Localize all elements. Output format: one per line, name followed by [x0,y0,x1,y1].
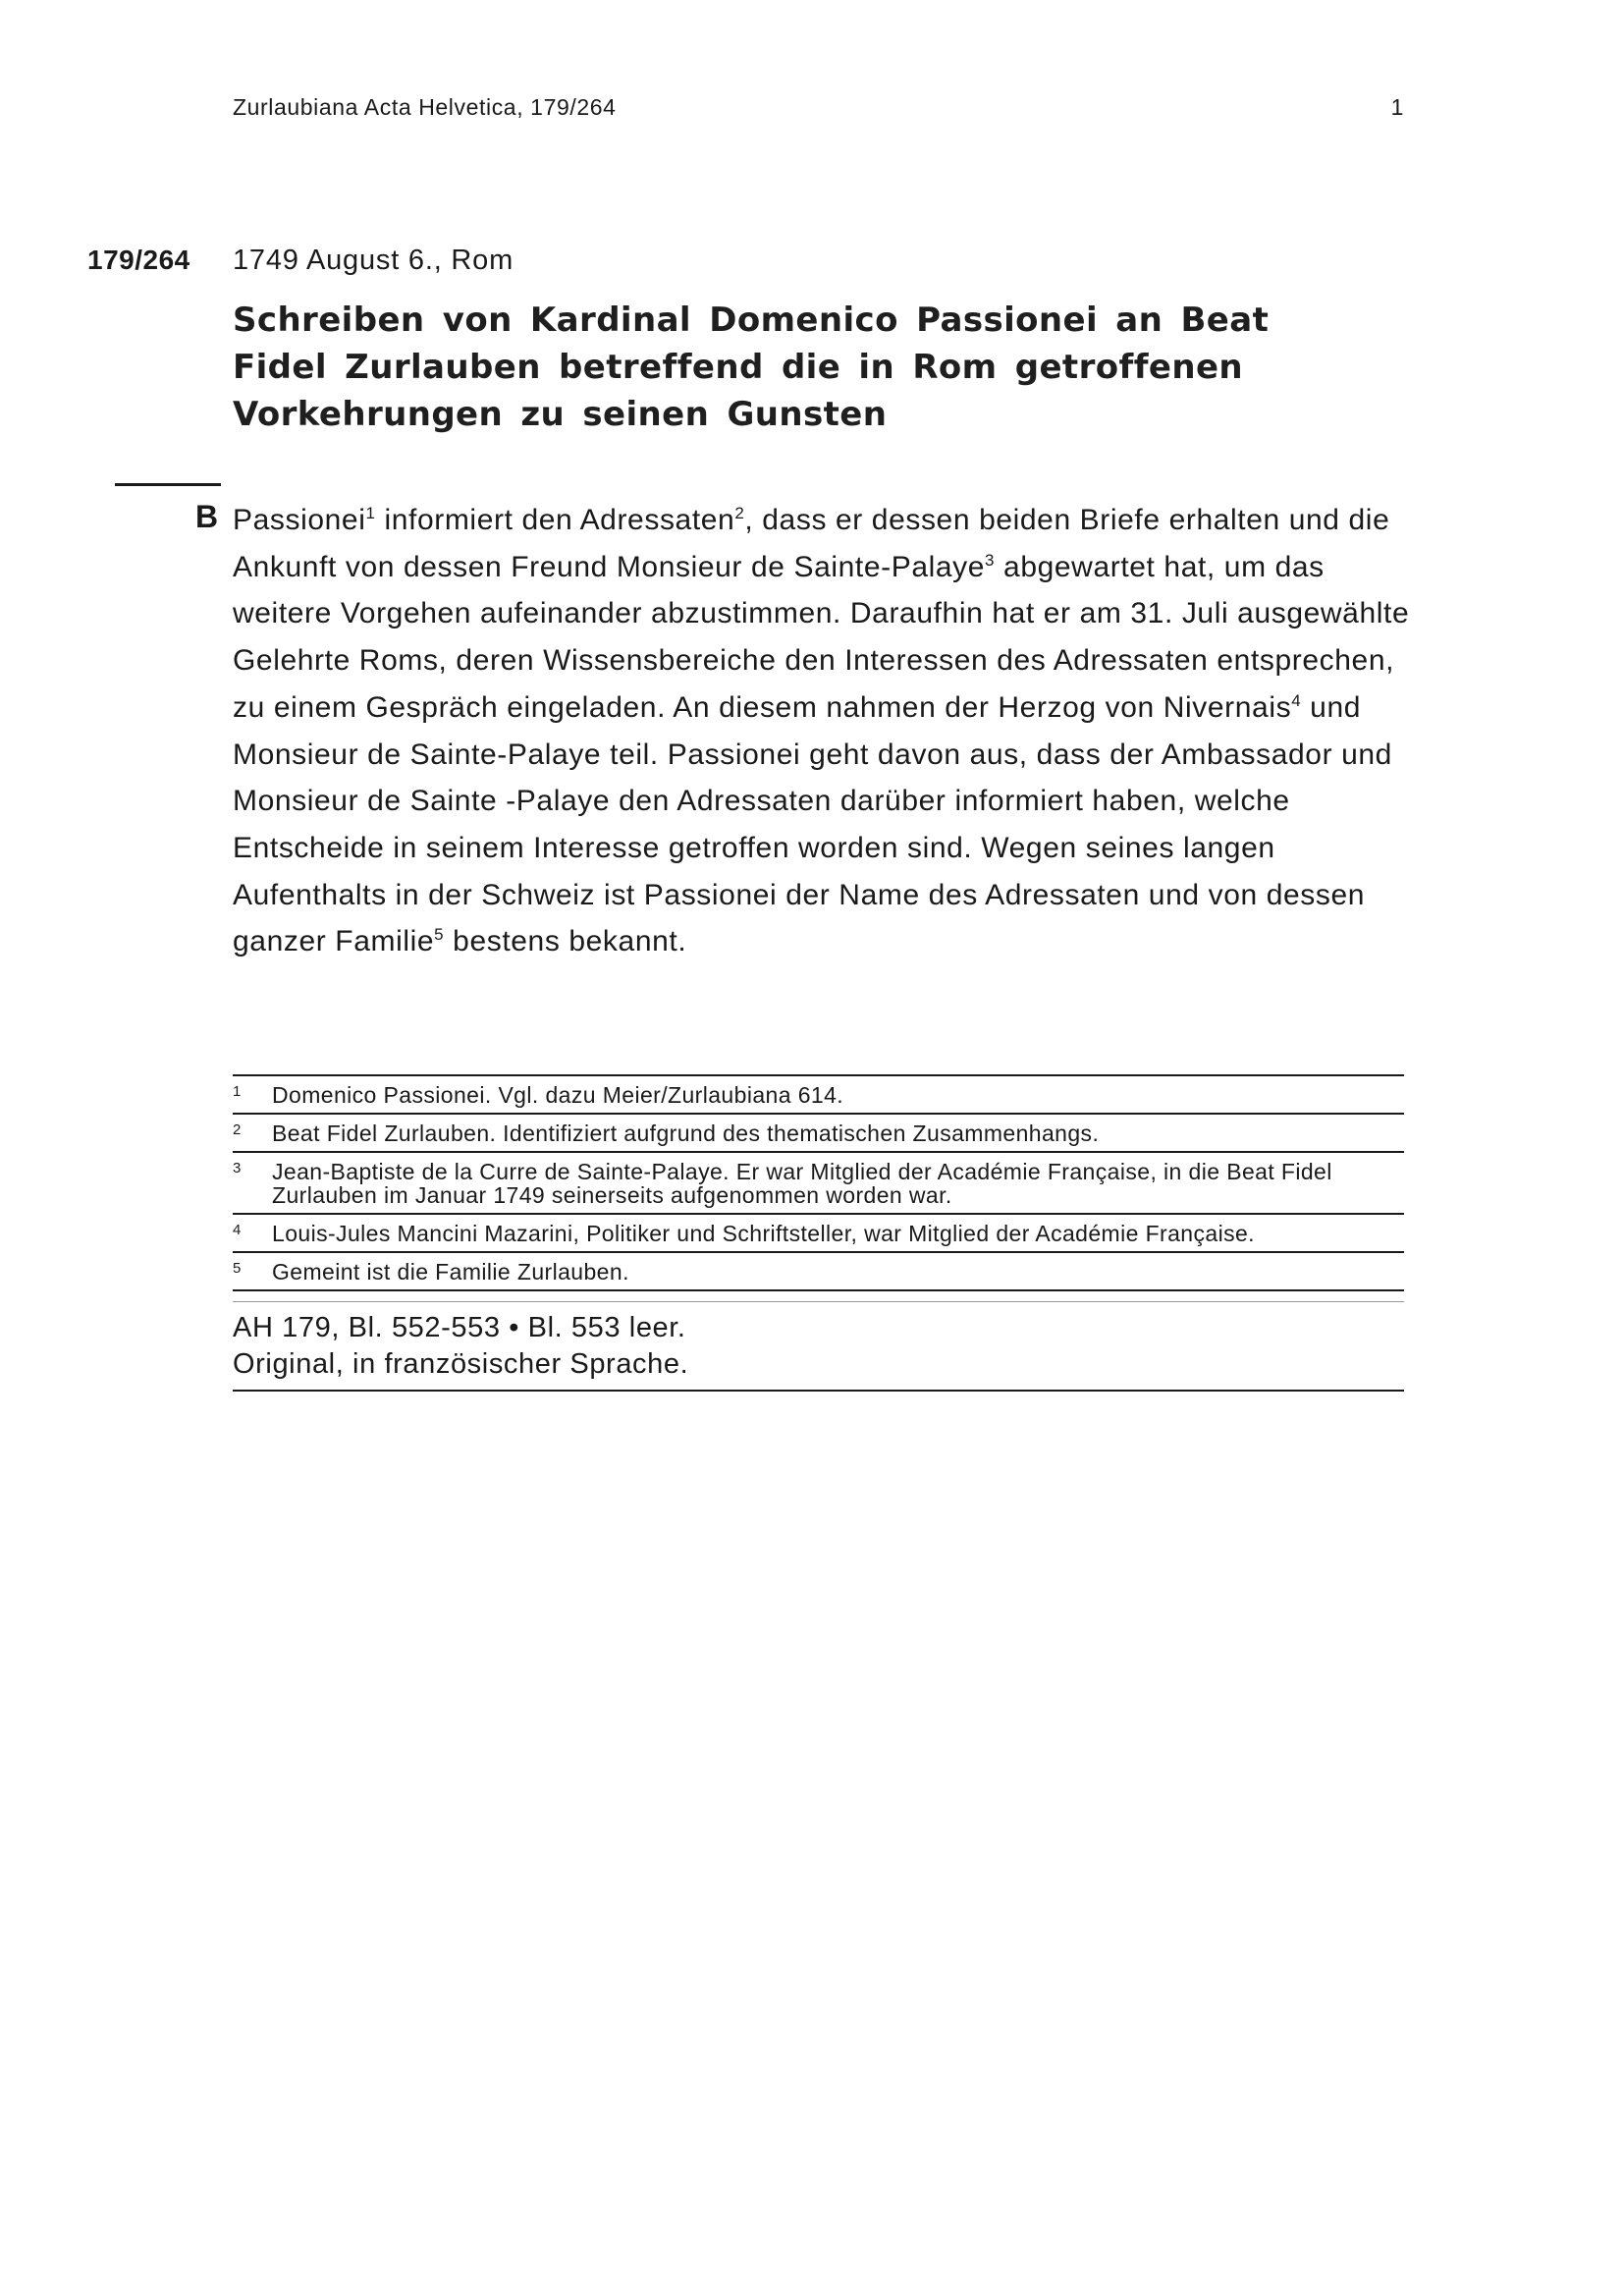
body-text-segment: , dass er dessen beiden Briefe erhalten und die Ankunft von dessen Freund Monsieur de Sainte-Palaye [233,504,1390,583]
document-number: 179/264 [87,245,190,275]
footnote-text: Louis-Jules Mancini Mazarini, Politiker und Schriftsteller, war Mitglied der Académie Française. [272,1221,1255,1246]
body-text-segment: bestens bekannt. [444,925,687,958]
footnote-text: Jean-Baptiste de la Curre de Sainte-Palaye. Er war Mitglied der Académie Française, in die Beat Fidel Zurlauben im Januar 1749 seinerseits aufgenommen worden war. [272,1159,1332,1208]
footnotes [233,1074,1404,1392]
footnote-mark: 1 [233,1083,242,1100]
footnote [233,1215,1404,1253]
footnote-mark: 4 [233,1222,242,1238]
footnote-reference[interactable]: 3 [985,550,996,570]
running-title: Zurlaubiana Acta Helvetica, 179/264 [233,94,617,120]
footnote-reference[interactable]: 5 [434,925,445,945]
body-text-segment: informiert den Adressaten [375,504,735,536]
footnote [233,1115,1404,1153]
footnote-text: Gemeint ist die Familie Zurlauben. [272,1259,629,1285]
footnote-mark: 2 [233,1121,242,1138]
footnote-reference[interactable]: 2 [734,504,745,522]
body-text-segment: abgewartet hat, um das weitere Vorgehen aufeinander abzustimmen. Daraufhin hat er am 31. Juli ausgewählte Gelehrte Roms, deren Wissensbereiche den Interessen des Adressaten entsprechen, zu einem Gespräch eingeladen. An diesem nahmen der Herzog von Nivernais [233,550,1410,724]
footnote [233,1253,1404,1291]
footnote-mark: 3 [233,1160,242,1176]
summary-paragraph [233,497,1411,965]
body-text-segment: Passionei [233,504,366,536]
footnote [233,1076,1404,1115]
section-marker: B [195,499,219,534]
footnote [233,1153,1404,1215]
body-text-segment: und Monsieur de Sainte-Palaye teil. Passionei geht davon aus, dass der Ambassador und Monsieur de Sainte -Palaye den Adressaten darüber informiert haben, welche Entscheide in seinem Interesse getroffen worden sind. Wegen seines langen Aufenthalts in der Schweiz ist Passionei der Name des Adressaten und von dessen ganzer Familie [233,690,1392,958]
source-note [233,1301,1404,1392]
page-number: 1 [1390,94,1404,120]
footnote-text: Domenico Passionei. Vgl. dazu Meier/Zurlaubiana 614. [272,1082,844,1108]
document-title: Schreiben von Kardinal Domenico Passionei an Beat Fidel Zurlauben betreffend die in Rom getroffenen Vorkehrungen zu seinen Gunsten [233,301,1270,434]
footnote-reference[interactable]: 4 [1291,690,1302,710]
document-date-place: 1749 August 6., Rom [233,245,514,276]
running-header [233,94,1404,126]
section-rule [115,483,221,486]
source-line-2: Original, in französischer Sprache. [233,1348,689,1380]
source-line-1: AH 179, Bl. 552-553 • Bl. 553 leer. [233,1312,686,1343]
footnote-text: Beat Fidel Zurlauben. Identifiziert aufgrund des thematischen Zusammenhangs. [272,1121,1100,1146]
footnote-mark: 5 [233,1260,242,1277]
footnote-reference[interactable]: 1 [365,504,376,522]
